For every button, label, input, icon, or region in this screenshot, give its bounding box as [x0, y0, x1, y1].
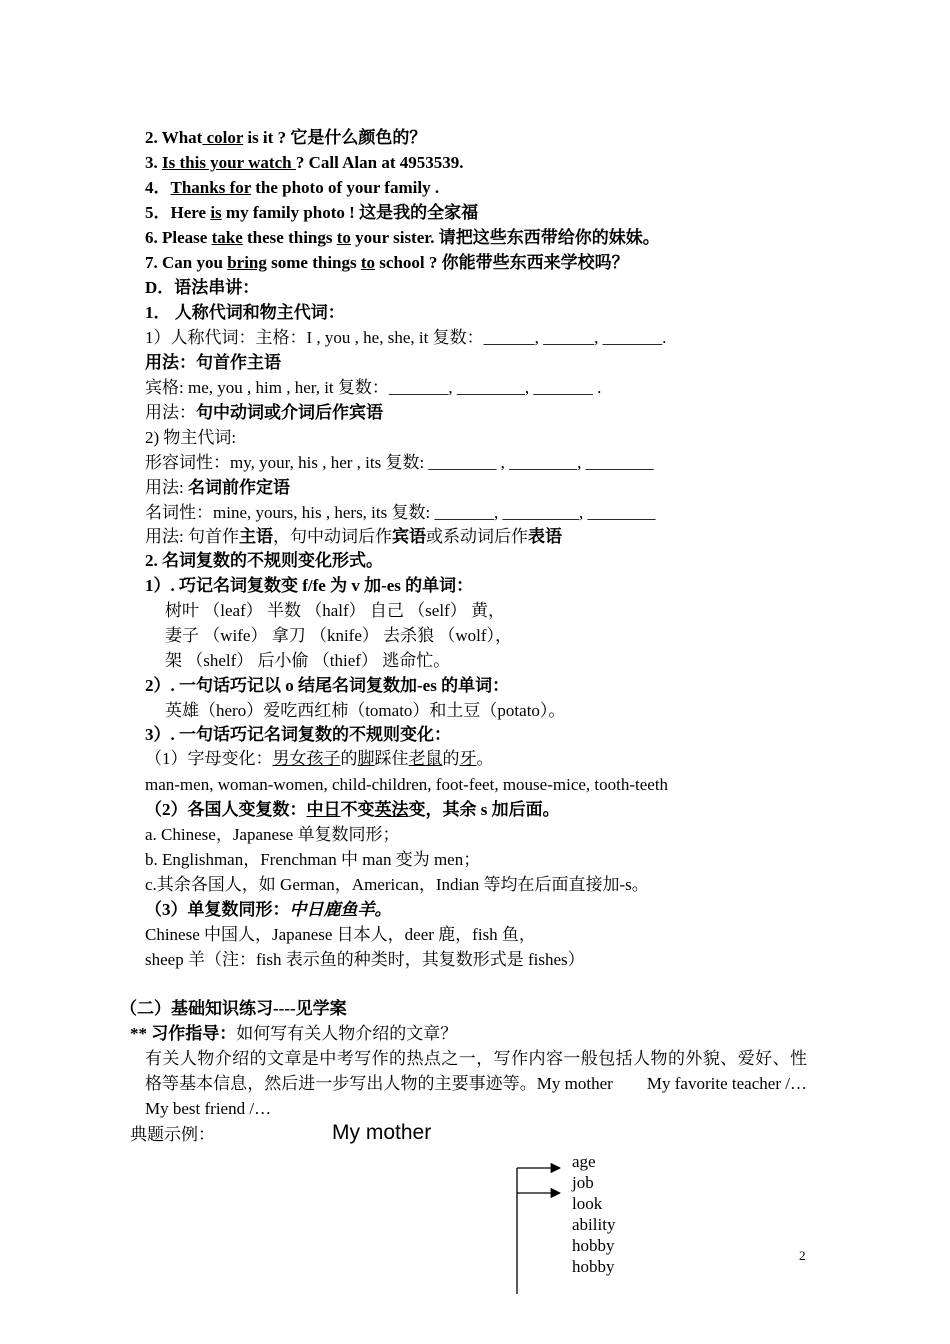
- mindmap-item: age: [572, 1152, 596, 1171]
- writing-guide-question: 如何写有关人物介绍的文章？: [236, 1024, 458, 1043]
- sentence-number: 5．: [145, 203, 171, 222]
- underlined-phrase: to: [336, 228, 351, 247]
- mindmap-item: look: [572, 1194, 603, 1213]
- underlined-phrase: bring: [227, 253, 267, 272]
- underlined-phrase: Thanks for: [170, 178, 251, 197]
- page-number: 2: [799, 1248, 806, 1263]
- object-pronouns: 宾格: me, you , him , her, it 复数：_______, ________, _______ .: [145, 378, 602, 397]
- sentence-text: What: [161, 128, 203, 147]
- sentence-number: 6.: [145, 228, 162, 247]
- sentence-text: Can you: [162, 253, 228, 272]
- sentence-number: 2.: [145, 128, 162, 147]
- irregular-heading: 3）. 一句话巧记名词复数的不规则变化：: [145, 725, 451, 744]
- usage-text-1: 用法: 句首作: [145, 527, 239, 546]
- same-form-note: sheep 羊（注：fish 表示鱼的种类时，其复数形式是 fishes）: [145, 950, 585, 969]
- seg: 踩住: [374, 749, 409, 768]
- sentence-text: the photo of your family .: [250, 178, 440, 197]
- usage-label: 用法:: [145, 478, 188, 497]
- example-title: My mother: [332, 1121, 432, 1144]
- sentence-text: Please: [162, 228, 212, 247]
- fe-rhyme-1: 树叶 （leaf） 半数 （half） 自己 （self） 黄，: [165, 601, 505, 620]
- seg: （3）单复数同形：: [145, 900, 290, 919]
- underlined-phrase: color: [202, 128, 244, 147]
- seg-underlined: 老鼠: [408, 749, 443, 768]
- sentence-number: 4．: [145, 178, 171, 197]
- usage-text-3: 或系动词后作: [425, 527, 528, 546]
- fe-rhyme-3: 架 （shelf） 后小偷 （thief） 逃命忙。: [165, 651, 451, 670]
- irregular-examples: man-men, woman-women, child-children, foot-feet, mouse-mice, tooth-teeth: [145, 775, 669, 794]
- sentence-number: 3.: [145, 153, 162, 172]
- underlined-phrase: take: [211, 228, 243, 247]
- mindmap-item: hobby: [572, 1257, 615, 1276]
- usage-bold-3: 表语: [527, 527, 562, 546]
- usage-label: 用法：: [145, 403, 196, 422]
- underlined-phrase: Is this your watch: [162, 153, 296, 172]
- seg-italic: 中日鹿鱼羊。: [289, 900, 392, 919]
- plural-heading: 2. 名词复数的不规则变化形式。: [145, 551, 383, 570]
- seg-underlined: 牙: [459, 749, 477, 768]
- fe-rule-heading: 1）. 巧记名词复数变 f/fe 为 v 加-es 的单词：: [145, 576, 474, 595]
- sentence-text: my family photo ! 这是我的全家福: [221, 203, 479, 222]
- subject-pronouns: 1）人称代词：主格：I , you , he, she, it 复数：______, ______, _______.: [145, 328, 667, 347]
- seg: （1）字母变化：: [145, 749, 273, 768]
- usage-text-2: ，句中动词后作: [272, 527, 392, 546]
- adjective-possessives: 形容词性：my, your, his , her , its 复数: ________ , ________, ________: [145, 453, 654, 472]
- subject-usage: 用法：句首作主语: [145, 353, 281, 372]
- grammar-heading: D．语法串讲：: [145, 278, 260, 297]
- usage-bold-1: 主语: [238, 527, 273, 546]
- usage-text: 名词前作定语: [187, 478, 290, 497]
- o-rule-heading: 2）. 一句话巧记以 o 结尾名词复数加-es 的单词：: [145, 676, 510, 695]
- o-rule-sentence: 英雄（hero）爱吃西红柿（tomato）和土豆（potato）。: [165, 701, 566, 720]
- practice-heading: （二）基础知识练习----见学案: [120, 999, 347, 1018]
- sentence-text: ? Call Alan at 4953539.: [295, 153, 464, 172]
- sentence-text: your sister. 请把这些东西带给你的妹妹。: [350, 228, 660, 247]
- mindmap-item: job: [572, 1173, 594, 1192]
- mindmap-item: hobby: [572, 1236, 615, 1255]
- same-form-examples: Chinese 中国人，Japanese 日本人，deer 鹿，fish 鱼，: [145, 925, 536, 944]
- writing-paragraph: 有关人物介绍的文章是中考写作的热点之一，写作内容一般包括人物的外貌、爱好、性格等基本信息，然后进一步写出人物的主要事迹等。My mother My favorite teacher /… My best friend /…: [145, 1049, 824, 1118]
- underlined-phrase: to: [360, 253, 376, 272]
- sentence-text: is it ? 它是什么颜色的？: [243, 128, 427, 147]
- usage-text: 句中动词或介词后作宾语: [196, 403, 383, 422]
- possessive-heading: 2) 物主代词:: [145, 428, 237, 447]
- noun-possessives: 名词性：mine, yours, his , hers, its 复数: _______, _________, ________: [145, 503, 656, 522]
- seg-underlined: 男女孩子: [272, 749, 341, 768]
- mindmap-item: ability: [572, 1215, 616, 1234]
- sentence-text: school ? 你能带些东西来学校吗？: [375, 253, 629, 272]
- seg: 的: [340, 749, 358, 768]
- usage-bold-2: 宾语: [391, 527, 426, 546]
- writing-guide-label: ** 习作指导：: [130, 1024, 237, 1043]
- nationality-a: a. Chinese，Japanese 单复数同形；: [145, 825, 400, 844]
- seg-underlined: 英法: [374, 800, 409, 819]
- seg: （2）各国人变复数：: [145, 800, 307, 819]
- fe-rhyme-2: 妻子 （wife） 拿刀 （knife） 去杀狼 （wolf），: [165, 626, 513, 645]
- example-label: 典题示例：: [130, 1125, 215, 1144]
- nationality-c: c.其余各国人，如 German，American，Indian 等均在后面直接加-s。: [145, 875, 649, 894]
- seg: 不变: [340, 800, 375, 819]
- seg-underlined: 中日: [306, 800, 341, 819]
- nationality-b: b. Englishman，Frenchman 中 man 变为 men；: [145, 850, 481, 869]
- seg: 变，其余 s 加后面。: [408, 800, 560, 819]
- underlined-phrase: is: [210, 203, 222, 222]
- seg: 。: [476, 749, 494, 768]
- sentence-text: some things: [266, 253, 361, 272]
- seg: 的: [442, 749, 460, 768]
- sentence-number: 7.: [145, 253, 162, 272]
- seg-underlined: 脚: [357, 749, 375, 768]
- pronoun-heading: 1． 人称代词和物主代词：: [145, 303, 345, 322]
- sentence-text: these things: [242, 228, 337, 247]
- sentence-text: Here: [170, 203, 211, 222]
